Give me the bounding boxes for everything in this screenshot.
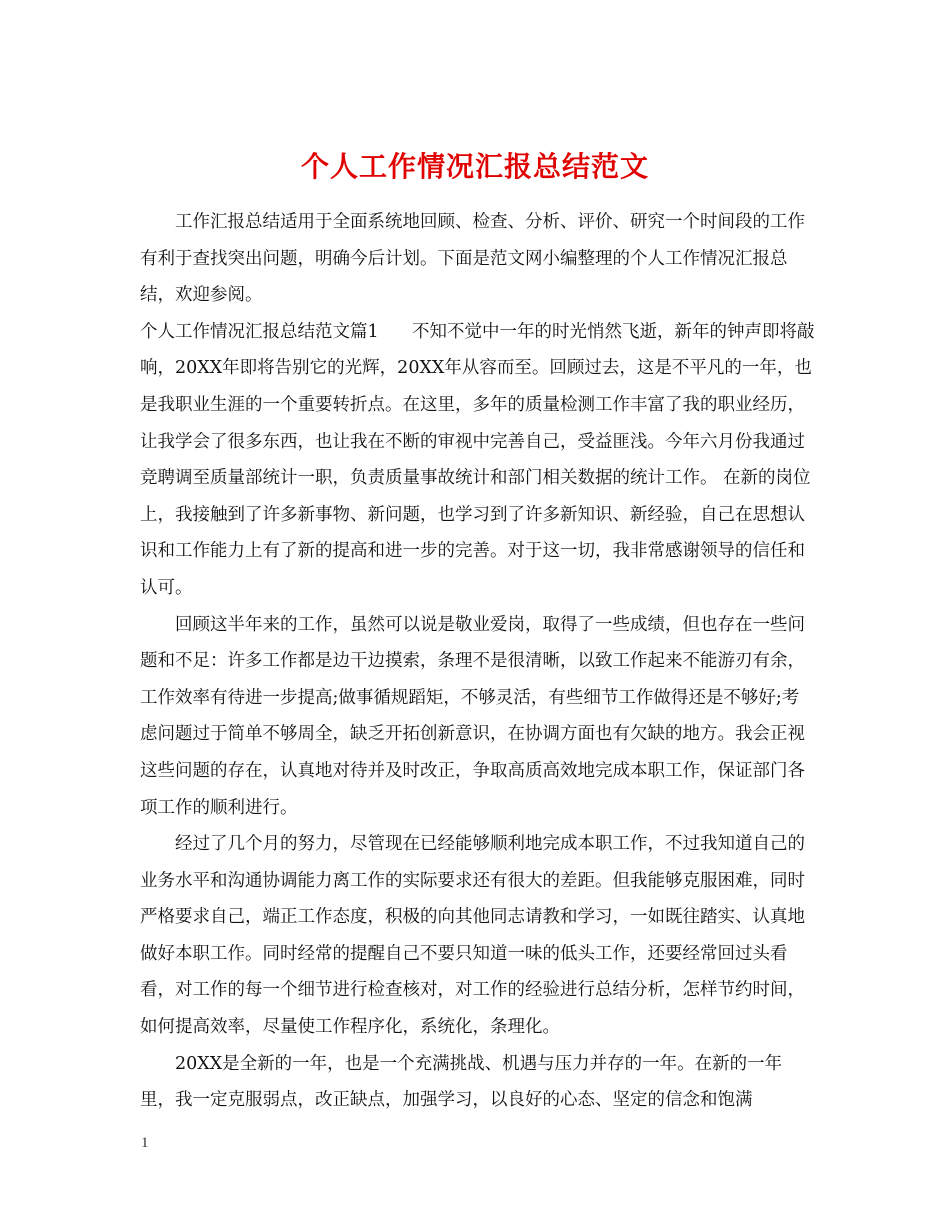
section-paragraph-1-text: 不知不觉中一年的时光悄然飞逝，新年的钟声即将敲响，20XX年即将告别它的光辉，20XX年从容而至。回顾过去，这是不平凡的一年，也是我职业生涯的一个重要转折点。在这里，多年的质量检测工作丰富了我的职业经历，让我学会了很多东西，也让我在不断的审视中完善自己，受益匪浅。今年六月份我通过竞聘调至质量部统计一职，负责质量事故统计和部门相关数据的统计工作。 在新的岗位上，我接触到了许多新事物、新问题，也学习到了许多新知识、新经验，自己在思想认识和工作能力上有了新的提高和进一步的完善。对于这一切，我非常感谢领导的信任和认可。: [140, 321, 815, 598]
section-paragraph-1: [140, 314, 816, 607]
intro-paragraph: 工作汇报总结适用于全面系统地回顾、检查、分析、评价、研究一个时间段的工作有利于查找突出问题，明确今后计划。下面是范文网小编整理的个人工作情况汇报总结，欢迎参阅。: [140, 212, 805, 306]
page-number: 1: [141, 1135, 149, 1151]
body-paragraph-2: 回顾这半年来的工作，虽然可以说是敬业爱岗，取得了一些成绩，但也存在一些问题和不足：许多工作都是边干边摸索，条理不是很清晰，以致工作起来不能游刃有余，工作效率有待进一步提高;做事循规蹈矩，不够灵活，有些细节工作做得还是不够好;考虑问题过于简单不够周全，缺乏开拓创新意识，在协调方面也有欠缺的地方。我会正视这些问题的存在，认真地对待并及时改正，争取高质高效地完成本职工作，保证部门各项工作的顺利进行。: [140, 614, 805, 818]
document-title: 个人工作情况汇报总结范文: [300, 149, 649, 183]
body-paragraph-4: 20XX是全新的一年，也是一个充满挑战、机遇与压力并存的一年。在新的一年里，我一定克服弱点，改正缺点，加强学习，以良好的心态、坚定的信念和饱满: [140, 1053, 783, 1111]
section-heading: 个人工作情况汇报总结范文篇1: [140, 321, 379, 342]
body-paragraph-3: 经过了几个月的努力，尽管现在已经能够顺利地完成本职工作，不过我知道自己的业务水平和沟通协调能力离工作的实际要求还有很大的差距。但我能够克服困难，同时严格要求自己，端正工作态度，积极的向其他同志请教和学习，一如既往踏实、认真地做好本职工作。同时经常的提醒自己不要只知道一味的低头工作，还要经常回过头看看，对工作的每一个细节进行检查核对，对工作的经验进行总结分析，怎样节约时间，如何提高效率，尽量使工作程序化，系统化，条理化。: [140, 834, 805, 1038]
document-body: [140, 204, 816, 1119]
